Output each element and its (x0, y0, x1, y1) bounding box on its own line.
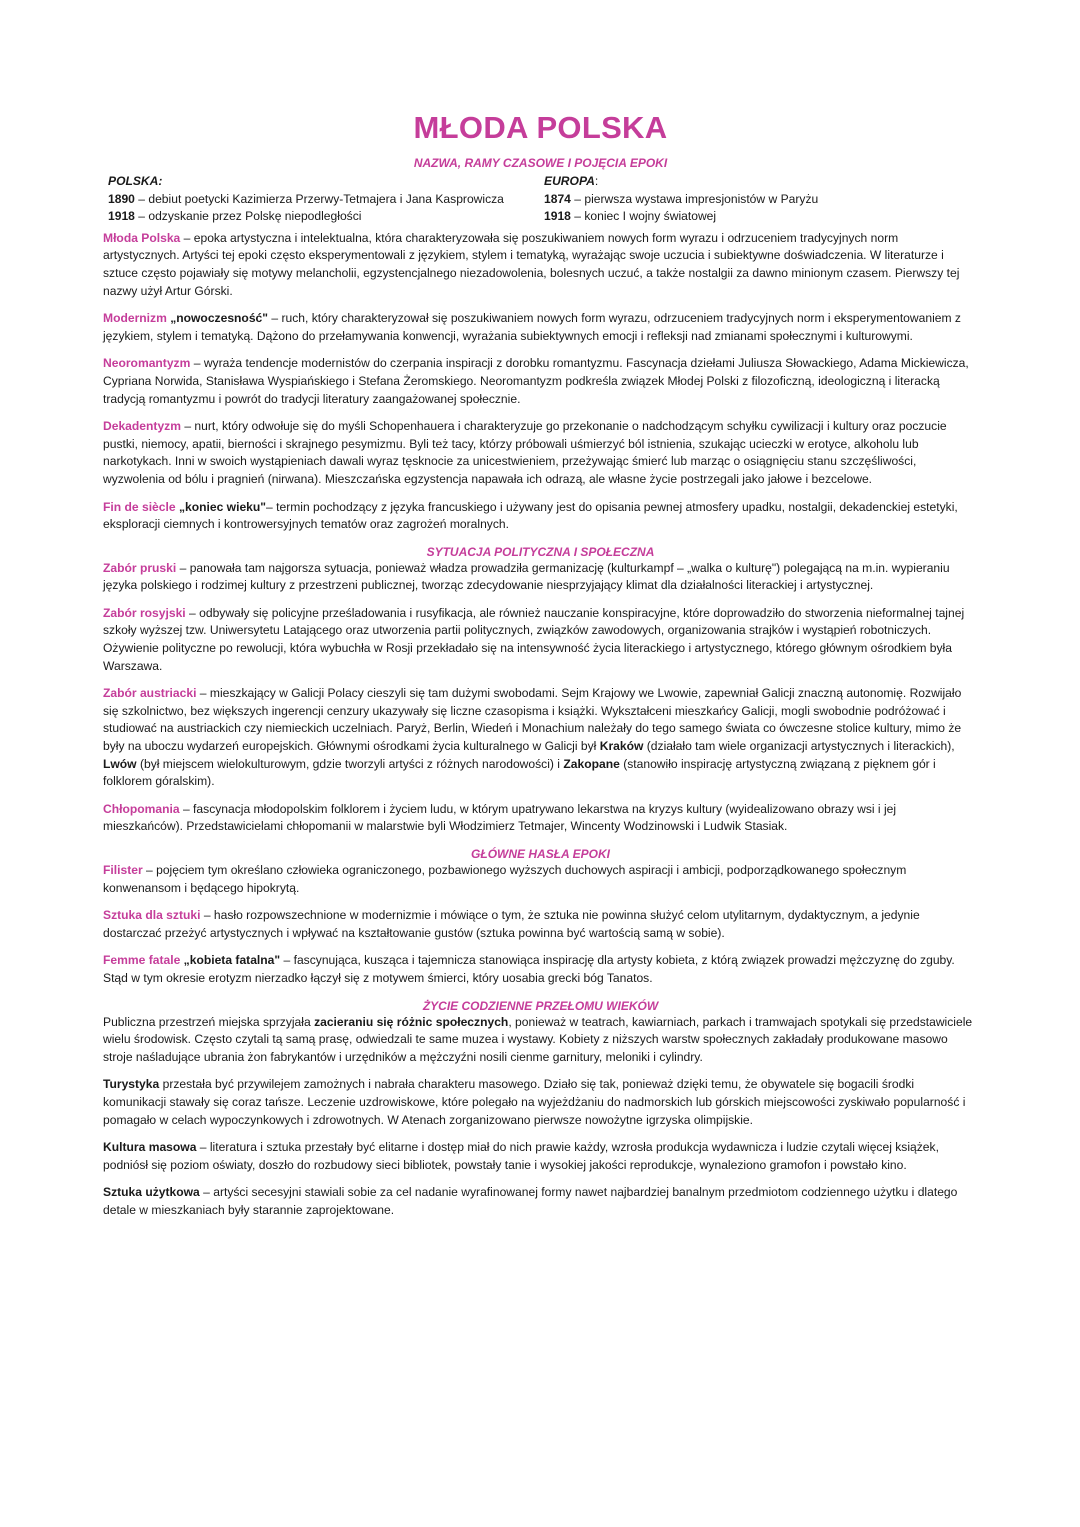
timeline-row (108, 191, 544, 209)
entry-filister (103, 862, 978, 897)
section-heading-slogans: GŁÓWNE HASŁA EPOKI (471, 847, 610, 861)
entry-zabor-rosyjski (103, 605, 978, 675)
entry-dekadentyzm (103, 418, 978, 488)
entry-text: (działało tam wiele organizacji artystycznych i literackich), (643, 739, 955, 754)
entry-term: Chłopomania (103, 801, 180, 816)
entry-femme-fatale (103, 952, 978, 987)
entry-bold: Sztuka użytkowa (103, 1185, 200, 1200)
entry-term: Dekadentyzm (103, 419, 181, 434)
entry-bold: Kraków (599, 739, 644, 754)
entry-text: – ruch, który charakteryzował się poszukiwaniem nowych form wyrazu, odrzuceniem tradycyjnych norm i eksperymentowaniem z językiem, stylem i tematyką. Dążono do przełamywania konwencji, wyrażania subiektywnych emocji i refleksji nad zmianami społecznymi i kulturowymi. (103, 311, 961, 343)
entry-fin-de-siecle (103, 499, 978, 534)
entry-zabor-pruski (103, 560, 978, 595)
entry-text: – fascynacja młodopolskim folklorem i życiem ludu, w którym upatrywano lekarstwa na kryzys kultury (wyidealizowano obrazy wsi i jej mieszkańców). Przedstawicielami chłopomanii w malarstwie byli Włodzimierz Tetmajer, Wincenty Wodzinowski i Ludwik Stasiak. (103, 801, 897, 834)
entry-text: (stanowiło inspirację artystyczną związaną z pięknem gór i folklorem góralskim). (103, 756, 936, 789)
entry-sztuka-dla-sztuki (103, 907, 978, 942)
timeline-europa-heading: EUROPA (544, 174, 595, 188)
timeline-europa-heading-line (544, 173, 974, 191)
entry-term: Młoda Polska (103, 230, 181, 245)
entry-term: Zabór pruski (103, 560, 177, 575)
entry-turystyka (103, 1076, 978, 1129)
entry-text: – literatura i sztuka przestały być elitarne i dostęp miał do nich prawie każdy, wzrosła produkcja wydawnicza i ludzie czytali więcej książek, podniósł się poziom oświaty, doszło do rozbudowy sieci bibliotek, powstały tanie i wysokiej jakości reprodukcje, wynaleziono gramofon i powstało kino. (103, 1140, 939, 1172)
entry-text: – nurt, który odwołuje się do myśli Schopenhauera i charakteryzuje go przekonanie o nadchodzącym schyłku cywilizacji i kultury oraz poczucie pustki, niemocy, apatii, bierności i skrajnego pesymizmu. Byli też tacy, którzy próbowali uśmierzyć ból istnienia, szukając ucieczki w erotyce, alkoholu lub narkotykach. Inni w swoich wystąpieniach dawali wyraz tęsknocie za unicestwieniem, przeżywając śmierć lub marząc o osiągnięciu stanu szczęśliwości, wyzwolenia od bólu i pragnień (nirwana). Mieszczańska egzystencja napawała ich odrazą, ale własne życie postrzegali jako jałowe i bezcelowe. (103, 419, 947, 486)
entry-zacieranie (103, 1014, 978, 1067)
entry-text: Publiczna przestrzeń miejska sprzyjała (103, 1014, 315, 1029)
entry-bold: „koniec wieku" (175, 499, 267, 514)
section-heading-intro: NAZWA, RAMY CZASOWE I POJĘCIA EPOKI (413, 156, 668, 170)
entry-text: – termin pochodzący z języka francuskiego i używany jest do opisania pewnej atmosfery upadku, nostalgii, dekadenckiej estetyki, eksploracji ciemnych i kontrowersyjnych tematów oraz zagrożeń moralnych. (103, 499, 958, 532)
entry-bold: Turystyka (103, 1077, 160, 1092)
entry-term: Sztuka dla sztuki (103, 908, 201, 923)
entry-chlopomania (103, 801, 978, 836)
timeline-text: – pierwsza wystawa impresjonistów w Paryżu (570, 191, 819, 206)
timeline-year: 1874 (544, 191, 571, 206)
section-heading-politics: SYTUACJA POLITYCZNA I SPOŁECZNA (426, 544, 655, 559)
entry-bold: Kultura masowa (103, 1140, 197, 1155)
entry-text: – panowała tam najgorsza sytuacja, ponieważ władza prowadziła germanizację (kulturkampf – „walka o kulturę") polegającą na m.in. wypieraniu języka polskiego i rodzimej kultury z przestrzeni publicznej, tworząc zdecydowanie niesprzyjający klimat dla działalności literackiej i artystycznej. (103, 560, 950, 593)
entry-bold: zacieraniu się różnic społecznych (314, 1014, 509, 1029)
timeline-text: – odzyskanie przez Polskę niepodległości (134, 209, 362, 224)
entry-bold: „kobieta fatalna" (180, 953, 281, 968)
timeline-row (108, 208, 544, 226)
timeline-row (544, 208, 974, 226)
entry-term: Femme fatale (103, 953, 181, 968)
entry-text: (był miejscem wielokulturowym, gdzie tworzyli artyści z różnych narodowości) i (136, 756, 564, 771)
timeline-year: 1890 (108, 191, 135, 206)
timeline-row (544, 191, 974, 209)
entry-text: – fascynująca, kusząca i tajemnicza stanowiąca inspirację dla artysty kobieta, z którą związek prowadzi mężczyznę do zguby. Stąd w tym okresie erotyzm nierzadko łączył się z motywem śmierci, który uosabia grecki bóg Tanatos. (103, 953, 955, 985)
timeline-dates (108, 173, 978, 226)
entry-term: Zabór austriacki (103, 686, 197, 701)
entry-text: – wyraża tendencje modernistów do czerpania inspiracji z dorobku romantyzmu. Fascynacja dziełami Juliusza Słowackiego, Adama Mickiewicza, Cypriana Norwida, Stanisława Wyspiańskiego i Stefana Żeromskiego. Neoromantyzm podkreśla związek Młodej Polski z filozoficzną, ideologiczną i literacką tradycją romantyzmu i powrót do tradycji literatury zaangażowanej społecznie. (103, 356, 969, 406)
entry-text: – epoka artystyczna i intelektualna, która charakteryzowała się poszukiwaniem nowych form wyrazu i odrzuceniem tradycyjnych norm artystycznych. Artyści tej epoki często eksperymentowali z językiem, stylem i tematyką, wyrażając swoje uczucia i subiektywne doświadczenia. W literaturze i sztuce często pojawiały się motywy melancholii, egzystencjalnego niezadowolenia, bolesnych uczuć, a także nostalgii za dawno minionym czasem. Pierwszy tej nazwy użył Artur Górski. (103, 230, 960, 298)
document-page (103, 100, 978, 1230)
entry-term: Zabór rosyjski (103, 605, 186, 620)
entry-text: – hasło rozpowszechnione w modernizmie i mówiące o tym, że sztuka nie powinna służyć celom utylitarnym, dydaktycznym, a jedynie dostarczać przeżyć artystycznych i wpływać na kształtowanie gustów (sztuka powinna być wartością samą w sobie). (103, 908, 920, 940)
entry-mloda-polska (103, 230, 978, 300)
entry-text: – odbywały się policyjne prześladowania i rusyfikacja, ale również nauczanie konspiracyjne, które doprowadziło do stworzenia nieformalnej tajnej szkoły wyższej tzw. Uniwersytetu Latającego oraz utworzenia partii politycznych, związków zawodowych, organizowania strajków i wystąpień robotniczych. Ożywienie polityczne po rewolucji, która wybuchła w Rosji przekładało się na intensywność życia literackiego i artystycznego, którego głównym ośrodkiem była Warszawa. (103, 605, 965, 673)
timeline-text: – debiut poetycki Kazimierza Przerwy-Tetmajera i Jana Kasprowicza (134, 191, 504, 206)
timeline-europa-colon: : (594, 174, 599, 188)
timeline-polska (108, 173, 544, 226)
section-heading-daily: ŻYCIE CODZIENNE PRZEŁOMU WIEKÓW (422, 998, 659, 1013)
entry-sztuka-uzytkowa (103, 1184, 978, 1219)
entry-text: – pojęciem tym określano człowieka ograniczonego, pozbawionego wyższych duchowych aspiracji i ambicji, podporządkowanego społecznym konwenansom i będącego hipokrytą. (103, 863, 907, 895)
entry-bold: Lwów (103, 756, 137, 771)
entry-bold: „nowoczesność" (166, 311, 269, 326)
timeline-text: – koniec I wojny światowej (570, 209, 717, 224)
entry-term: Filister (103, 863, 143, 877)
entry-term: Modernizm (103, 311, 167, 326)
entry-kultura-masowa (103, 1139, 978, 1174)
entry-neoromantyzm (103, 355, 978, 408)
entry-term: Fin de siècle (103, 499, 176, 514)
page-title: MŁODA POLSKA (413, 110, 668, 145)
entry-modernizm (103, 310, 978, 345)
entry-text: , ponieważ w teatrach, kawiarniach, parkach i tramwajach spotykali się przedstawiciele wielu środowisk. Często czytali tą samą prasę, odwiedzali te same muzea i wystawy. Kobiety z niższych warstw społecznych zakładały produkowane masowo stroje naśladujące ubrania żon fabrykantów i urzędników a mężczyźni nosili cienme garnitury, meloniki i cylindry. (103, 1014, 973, 1064)
timeline-europa (544, 173, 974, 226)
entry-zabor-austriacki (103, 685, 978, 791)
entry-text: – artyści secesyjni stawiali sobie za cel nadanie wyrafinowanej formy nawet najbardziej banalnym przedmiotom codziennego użytku i dlatego detale w mieszkaniach były starannie zaprojektowane. (103, 1185, 958, 1217)
entry-text: – mieszkający w Galicji Polacy cieszyli się tam dużymi swobodami. Sejm Krajowy we Lwowie, zapewniał Galicji znaczną autonomię. Rozwijało się szkolnictwo, bez większych ingerencji cenzury ukazywały się liczne czasopisma i książki. Wykształceni mieszkańcy Galicji, mogli swobodnie podróżować i studiować na austriackich czy niemieckich uczelniach. Paryż, Berlin, Wiedeń i Monachium należały do tego samego świata co ówczesne stolice kultury, mimo że były na uboczu wydarzeń europejskich. Głównymi ośrodkami życia kulturalnego w Galicji był (103, 686, 962, 754)
entry-term: Neoromantyzm (103, 356, 191, 371)
entry-text: przestała być przywilejem zamożnych i nabrała charakteru masowego. Działo się tak, ponieważ dzięki temu, że obywatele się bogacili środki komunikacji stawały się coraz tańsze. Leczenie uzdrowiskowe, które polegało na wyjeżdżaniu do nadmorskich lub górskich miejscowości zyskiwało popularność i pomagało w celach wypoczynkowych i zdrowotnych. W Atenach zorganizowano pierwsze nowożytne igrzyska olimpijskie. (103, 1077, 966, 1127)
entry-bold: Zakopane (563, 756, 620, 771)
timeline-year: 1918 (544, 209, 571, 224)
timeline-polska-heading: POLSKA: (108, 174, 163, 188)
timeline-year: 1918 (108, 209, 135, 224)
